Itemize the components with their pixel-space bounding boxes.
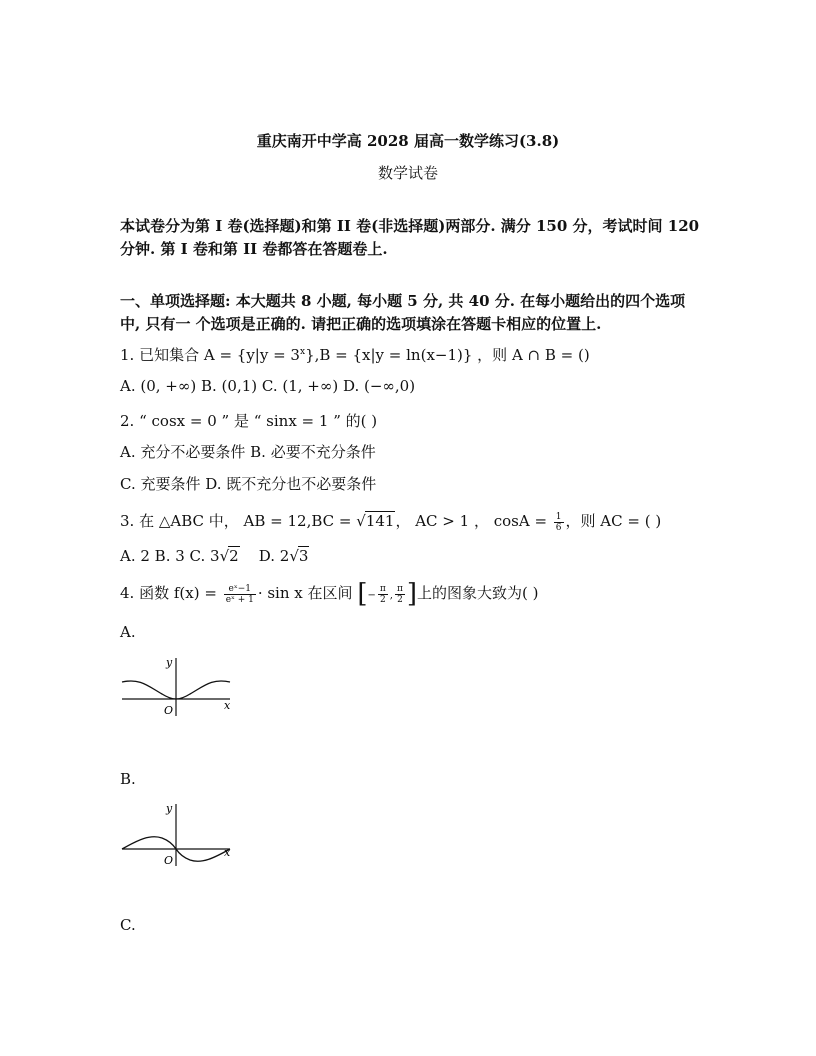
q3-frac-num: 1 — [555, 511, 562, 522]
q4-frac-num: eˣ−1 — [224, 584, 256, 595]
q4-stem: 4. 函数 f(x) = $\frac{\text{eˣ−1}}{\text{eˣ + 1}}$ · sin x 在区间 [− $\frac{\pi}{2}$ , $\frac{\pi}{2}$ ]上的图象大致为( ) — [120, 579, 539, 609]
page-title: 重庆南开中学高 2028 届高一数学练习(3.8) — [256, 132, 560, 150]
q1-stem-sup: x — [299, 347, 306, 357]
page-subtitle: 数学试卷 — [377, 164, 438, 182]
section1-line-2: 中, 只有一 个选项是正确的. 请把正确的选项填涂在答题卡相应的位置上. — [120, 315, 602, 333]
q3-cos-fraction — [554, 512, 564, 533]
q2-stem: 2. “ cosx = 0 ” 是 “ sinx = 1 ” 的( ) — [120, 412, 378, 430]
q4-stem-part-b: · sin x 在区间 — [257, 584, 353, 602]
q2-options-cd: C. 充要条件 D. 既不充分也不必要条件 — [120, 475, 377, 493]
intro-line-2: 分钟. 第 I 卷和第 II 卷都答在答题卷上. — [120, 240, 388, 258]
q4-int-sep: , — [389, 590, 393, 601]
q3-stem-part-b: ， AC > 1 ， cosA = — [395, 512, 548, 530]
q3-options-part-a: A. 2 B. 3 C. 3 — [120, 547, 220, 565]
q3-sqrt-2: 2 — [229, 547, 239, 565]
q4-frac-den: eˣ + 1 — [225, 594, 254, 605]
q3-frac-den: 6 — [555, 522, 562, 533]
q4-function-fraction — [224, 584, 256, 605]
q4-stem-part-a: 4. 函数 f(x) = — [120, 584, 217, 602]
q3-stem-part-a: 3. 在 △ABC 中， AB = 12,BC = — [120, 512, 352, 530]
q4-stem-part-c: 上的图象大致为( ) — [417, 584, 539, 602]
q3-options-part-d: D. 2 — [239, 547, 290, 565]
q1-stem-part-b: },B = {x|y = ln(x−1)} ，则 A ∩ B = () — [305, 346, 590, 364]
q3-sqrt-3: 3 — [298, 547, 309, 565]
q1-stem-part-a: 1. 已知集合 A = {y|y = 3 — [120, 346, 300, 364]
q4-option-a-label: A. — [120, 623, 136, 641]
origin-label: O — [164, 854, 174, 867]
q2-options-ab: A. 充分不必要条件 B. 必要不充分条件 — [120, 443, 376, 461]
q4-option-c-label: C. — [120, 916, 136, 934]
q1-options: A. (0, +∞) B. (0,1) C. (1, +∞) D. (−∞,0) — [120, 377, 416, 395]
x-label: x — [224, 699, 231, 712]
q3-stem: 3. 在 △ABC 中， AB = 12,BC = √141， AC > 1 ， cosA = $\frac{1}{6}$ ，则 AC = ( ) — [120, 511, 662, 533]
q3-sqrt-141: 141 — [365, 512, 395, 530]
q1-stem — [120, 344, 590, 365]
q4-int-den2: 2 — [397, 594, 403, 605]
q3-stem-part-c: ，则 AC = ( ) — [565, 512, 662, 530]
q4-interval-right — [395, 584, 405, 605]
origin-label: O — [164, 704, 174, 717]
q4-option-b-graph — [118, 798, 248, 870]
q4-interval-close: ] — [406, 579, 418, 609]
q3-options: A. 2 B. 3 C. 3√2 D. 2√3 — [120, 547, 309, 565]
y-label: y — [166, 802, 173, 815]
x-label: x — [224, 846, 231, 859]
q4-interval-open: [ — [357, 579, 368, 609]
q4-option-b-label: B. — [120, 770, 136, 788]
q4-interval-left — [378, 584, 388, 605]
intro-line-1: 本试卷分为第 I 卷(选择题)和第 II 卷(非选择题)两部分. 满分 150 分，考试时间 120 — [120, 217, 700, 235]
q4-int-den: 2 — [379, 594, 386, 605]
section1-line-1: 一、单项选择题: 本大题共 8 小题, 每小题 5 分, 共 40 分. 在每小题给出的四个选项 — [120, 292, 686, 310]
q4-int-num2: π — [396, 583, 403, 594]
q4-int-num: π — [379, 583, 386, 594]
q4-option-a-graph — [118, 650, 248, 720]
y-label: y — [166, 656, 173, 669]
